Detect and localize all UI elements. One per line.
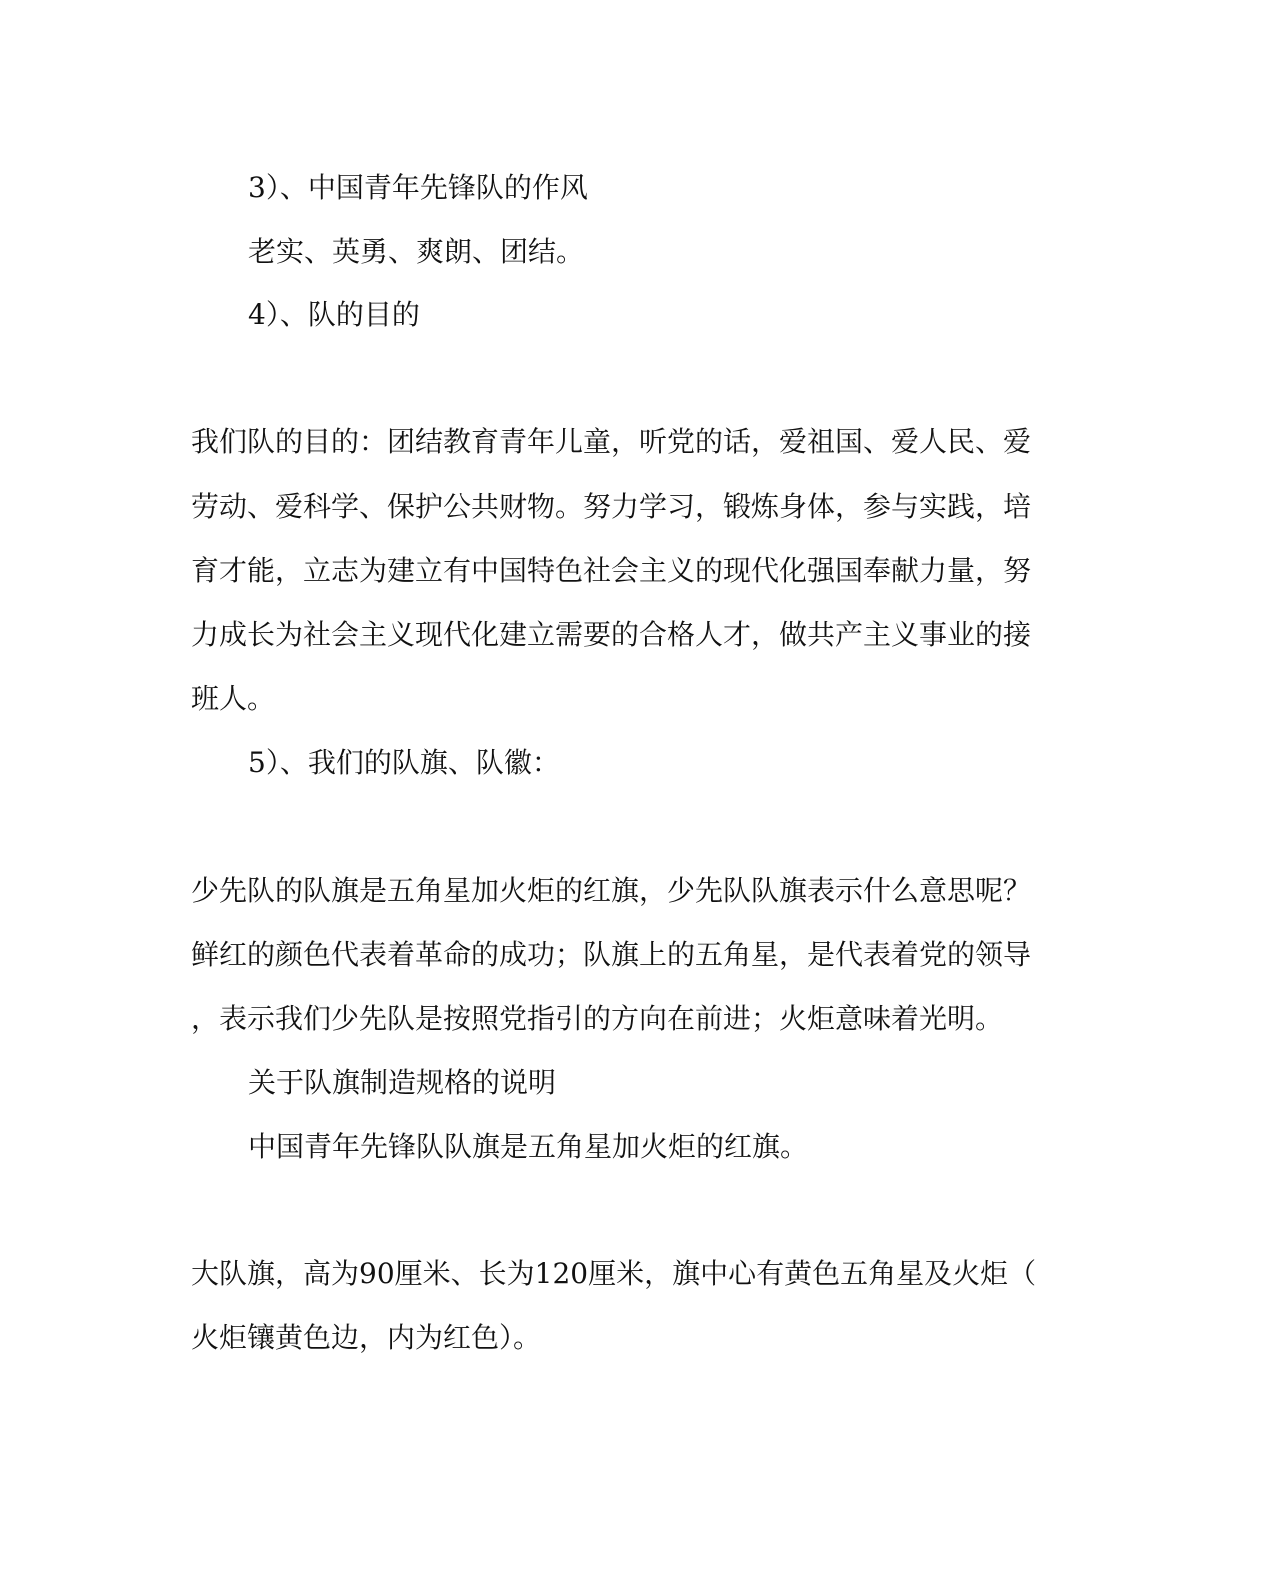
section-heading-style: 3）、中国青年先锋队的作风 xyxy=(248,171,588,204)
flag-paragraph-line-2: 鲜红的颜色代表着革命的成功；队旗上的五角星，是代表着党的领导 xyxy=(191,938,1032,971)
section-heading-flag-badge: 5）、我们的队旗、队徽： xyxy=(248,746,560,779)
flag-paragraph-line-1: 少先队的队旗是五角星加火炬的红旗，少先队队旗表示什么意思呢？ xyxy=(191,874,1032,907)
flag-paragraph-line-3: ，表示我们少先队是按照党指引的方向在前进；火炬意味着光明。 xyxy=(191,1002,1004,1035)
purpose-paragraph-line-2: 劳动、爱科学、保护公共财物。努力学习，锻炼身体，参与实践，培 xyxy=(191,490,1032,523)
flag-spec-intro: 中国青年先锋队队旗是五角星加火炬的红旗。 xyxy=(248,1130,809,1163)
style-text: 老实、英勇、爽朗、团结。 xyxy=(248,235,585,268)
big-flag-paragraph-line-2: 火炬镶黄色边，内为红色）。 xyxy=(191,1321,542,1354)
purpose-paragraph-line-1: 我们队的目的：团结教育青年儿童，听党的话，爱祖国、爱人民、爱 xyxy=(191,425,1032,458)
purpose-paragraph-line-5: 班人。 xyxy=(191,682,276,715)
section-heading-purpose: 4）、队的目的 xyxy=(248,298,420,331)
purpose-paragraph-line-3: 育才能，立志为建立有中国特色社会主义的现代化强国奉献力量，努 xyxy=(191,554,1032,587)
flag-spec-heading: 关于队旗制造规格的说明 xyxy=(248,1066,557,1099)
big-flag-paragraph-line-1: 大队旗，高为90厘米、长为120厘米，旗中心有黄色五角星及火炬（ xyxy=(191,1257,1037,1290)
purpose-paragraph-line-4: 力成长为社会主义现代化建立需要的合格人才，做共产主义事业的接 xyxy=(191,618,1032,651)
